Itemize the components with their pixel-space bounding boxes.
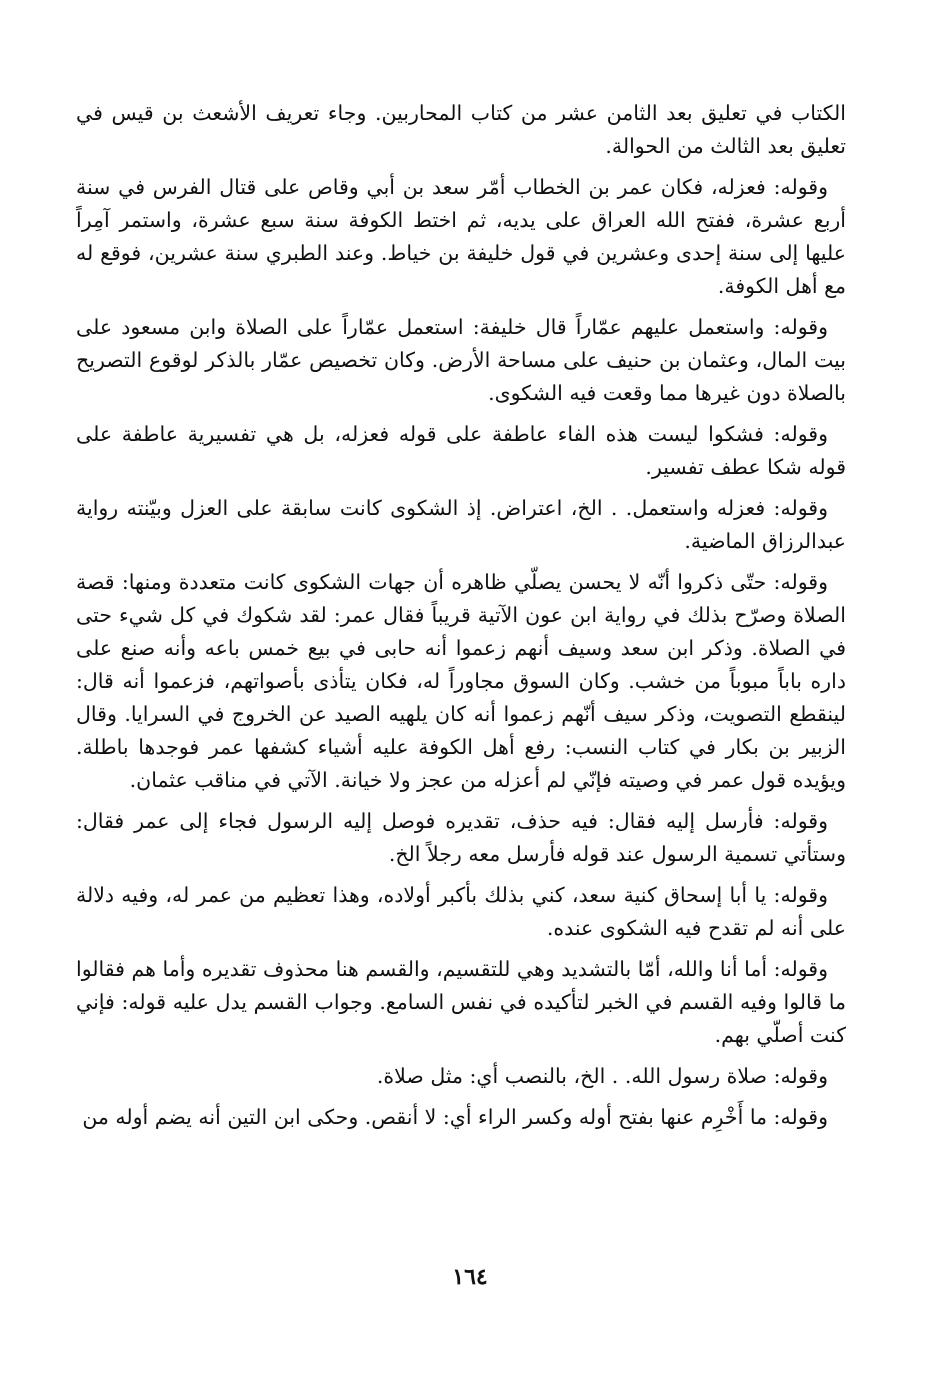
body-text bbox=[76, 97, 846, 1142]
paragraph-ma-akhrim: وقوله: ما أَخْرِم عنها بفتح أوله وكسر الراء أي: لا أنقص. وحكى ابن التين أنه يضم أوله من bbox=[82, 1105, 828, 1129]
paragraph-istamala-ammar: وقوله: واستعمل عليهم عمّاراً قال خليفة: استعمل عمّاراً على الصلاة وابن مسعود على بيت المال، وعثمان بن حنيف على مساحة الأرض. وكان تخصيص عمّار بالذكر لوقوع التصريح بالصلاة دون غيرها مما وقعت فيه الشكوى. bbox=[76, 315, 846, 405]
paragraph-fashakaw: وقوله: فشكوا ليست هذه الفاء عاطفة على قوله فعزله، بل هي تفسيرية عاطفة على قوله شكا عطف تفسير. bbox=[76, 422, 846, 479]
paragraph-fa-arsala: وقوله: فأرسل إليه فقال: فيه حذف، تقديره فوصل إليه الرسول فجاء إلى عمر فقال: وستأتي تسمية الرسول عند قوله فأرسل معه رجلاً الخ. bbox=[76, 809, 846, 866]
paragraph-salat-rasul: وقوله: صلاة رسول الله. . الخ، بالنصب أي: مثل صلاة. bbox=[376, 1064, 828, 1088]
paragraph-itirad: وقوله: فعزله واستعمل. . الخ، اعتراض. إذ الشكوى كانت سابقة على العزل وبيّنته رواية عبدالرزاق الماضية. bbox=[76, 496, 846, 553]
paragraph-amma-ana: وقوله: أما أنا والله، أمّا بالتشديد وهي للتقسيم، والقسم هنا محذوف تقديره وأما هم فقالوا ما قالوا وفيه القسم في الخبر لتأكيده في نفس السامع. وجواب القسم يدل عليه قوله: فإني كنت أصلّي بهم. bbox=[76, 957, 846, 1047]
paragraph-hatta-dhakaru: وقوله: حتّى ذكروا أنّه لا يحسن يصلّي ظاهره أن جهات الشكوى كانت متعددة ومنها: قصة الصلاة وصرّح بذلك في رواية ابن عون الآتية قريباً فقال عمر: لقد شكوك في كل شيء حتى في الصلاة. وذكر ابن سعد وسيف أنهم زعموا أنه حابى في بيع خمس باعه وأنه صنع على داره باباً مبوباً من خشب. وكان السوق مجاوراً له، فكان يتأذى بأصواتهم، فزعموا أنه قال: لينقطع التصويت، وذكر سيف أنّهم زعموا أنه كان يلهيه الصيد عن الخروج في السرايا. وقال الزبير بن بكار في كتاب النسب: رفع أهل الكوفة عليه أشياء كشفها عمر فوجدها باطلة. ويؤيده قول عمر في وصيته فإنّي لم أعزله من عجز ولا خيانة. الآتي في مناقب عثمان. bbox=[76, 570, 846, 792]
paragraph-continuation: الكتاب في تعليق بعد الثامن عشر من كتاب المحاربين. وجاء تعريف الأشعث بن قيس في تعليق بعد الثالث من الحوالة. bbox=[76, 101, 846, 158]
page-number: ١٦٤ bbox=[452, 1264, 488, 1290]
paragraph-ya-aba-ishaq: وقوله: يا أبا إسحاق كنية سعد، كني بذلك بأكبر أولاده، وهذا تعظيم من عمر له، وفيه دلالة على أنه لم تقدح فيه الشكوى عنده. bbox=[76, 883, 846, 940]
paragraph-fazalahu: وقوله: فعزله، فكان عمر بن الخطاب أمّر سعد بن أبي وقاص على قتال الفرس في سنة أربع عشرة، ففتح الله العراق على يديه، ثم اختط الكوفة سنة سبع عشرة، واستمر آمِراً عليها إلى سنة إحدى وعشرين في قول خليفة بن خياط. وعند الطبري سنة عشرين، فوقع له مع أهل الكوفة. bbox=[76, 175, 846, 298]
